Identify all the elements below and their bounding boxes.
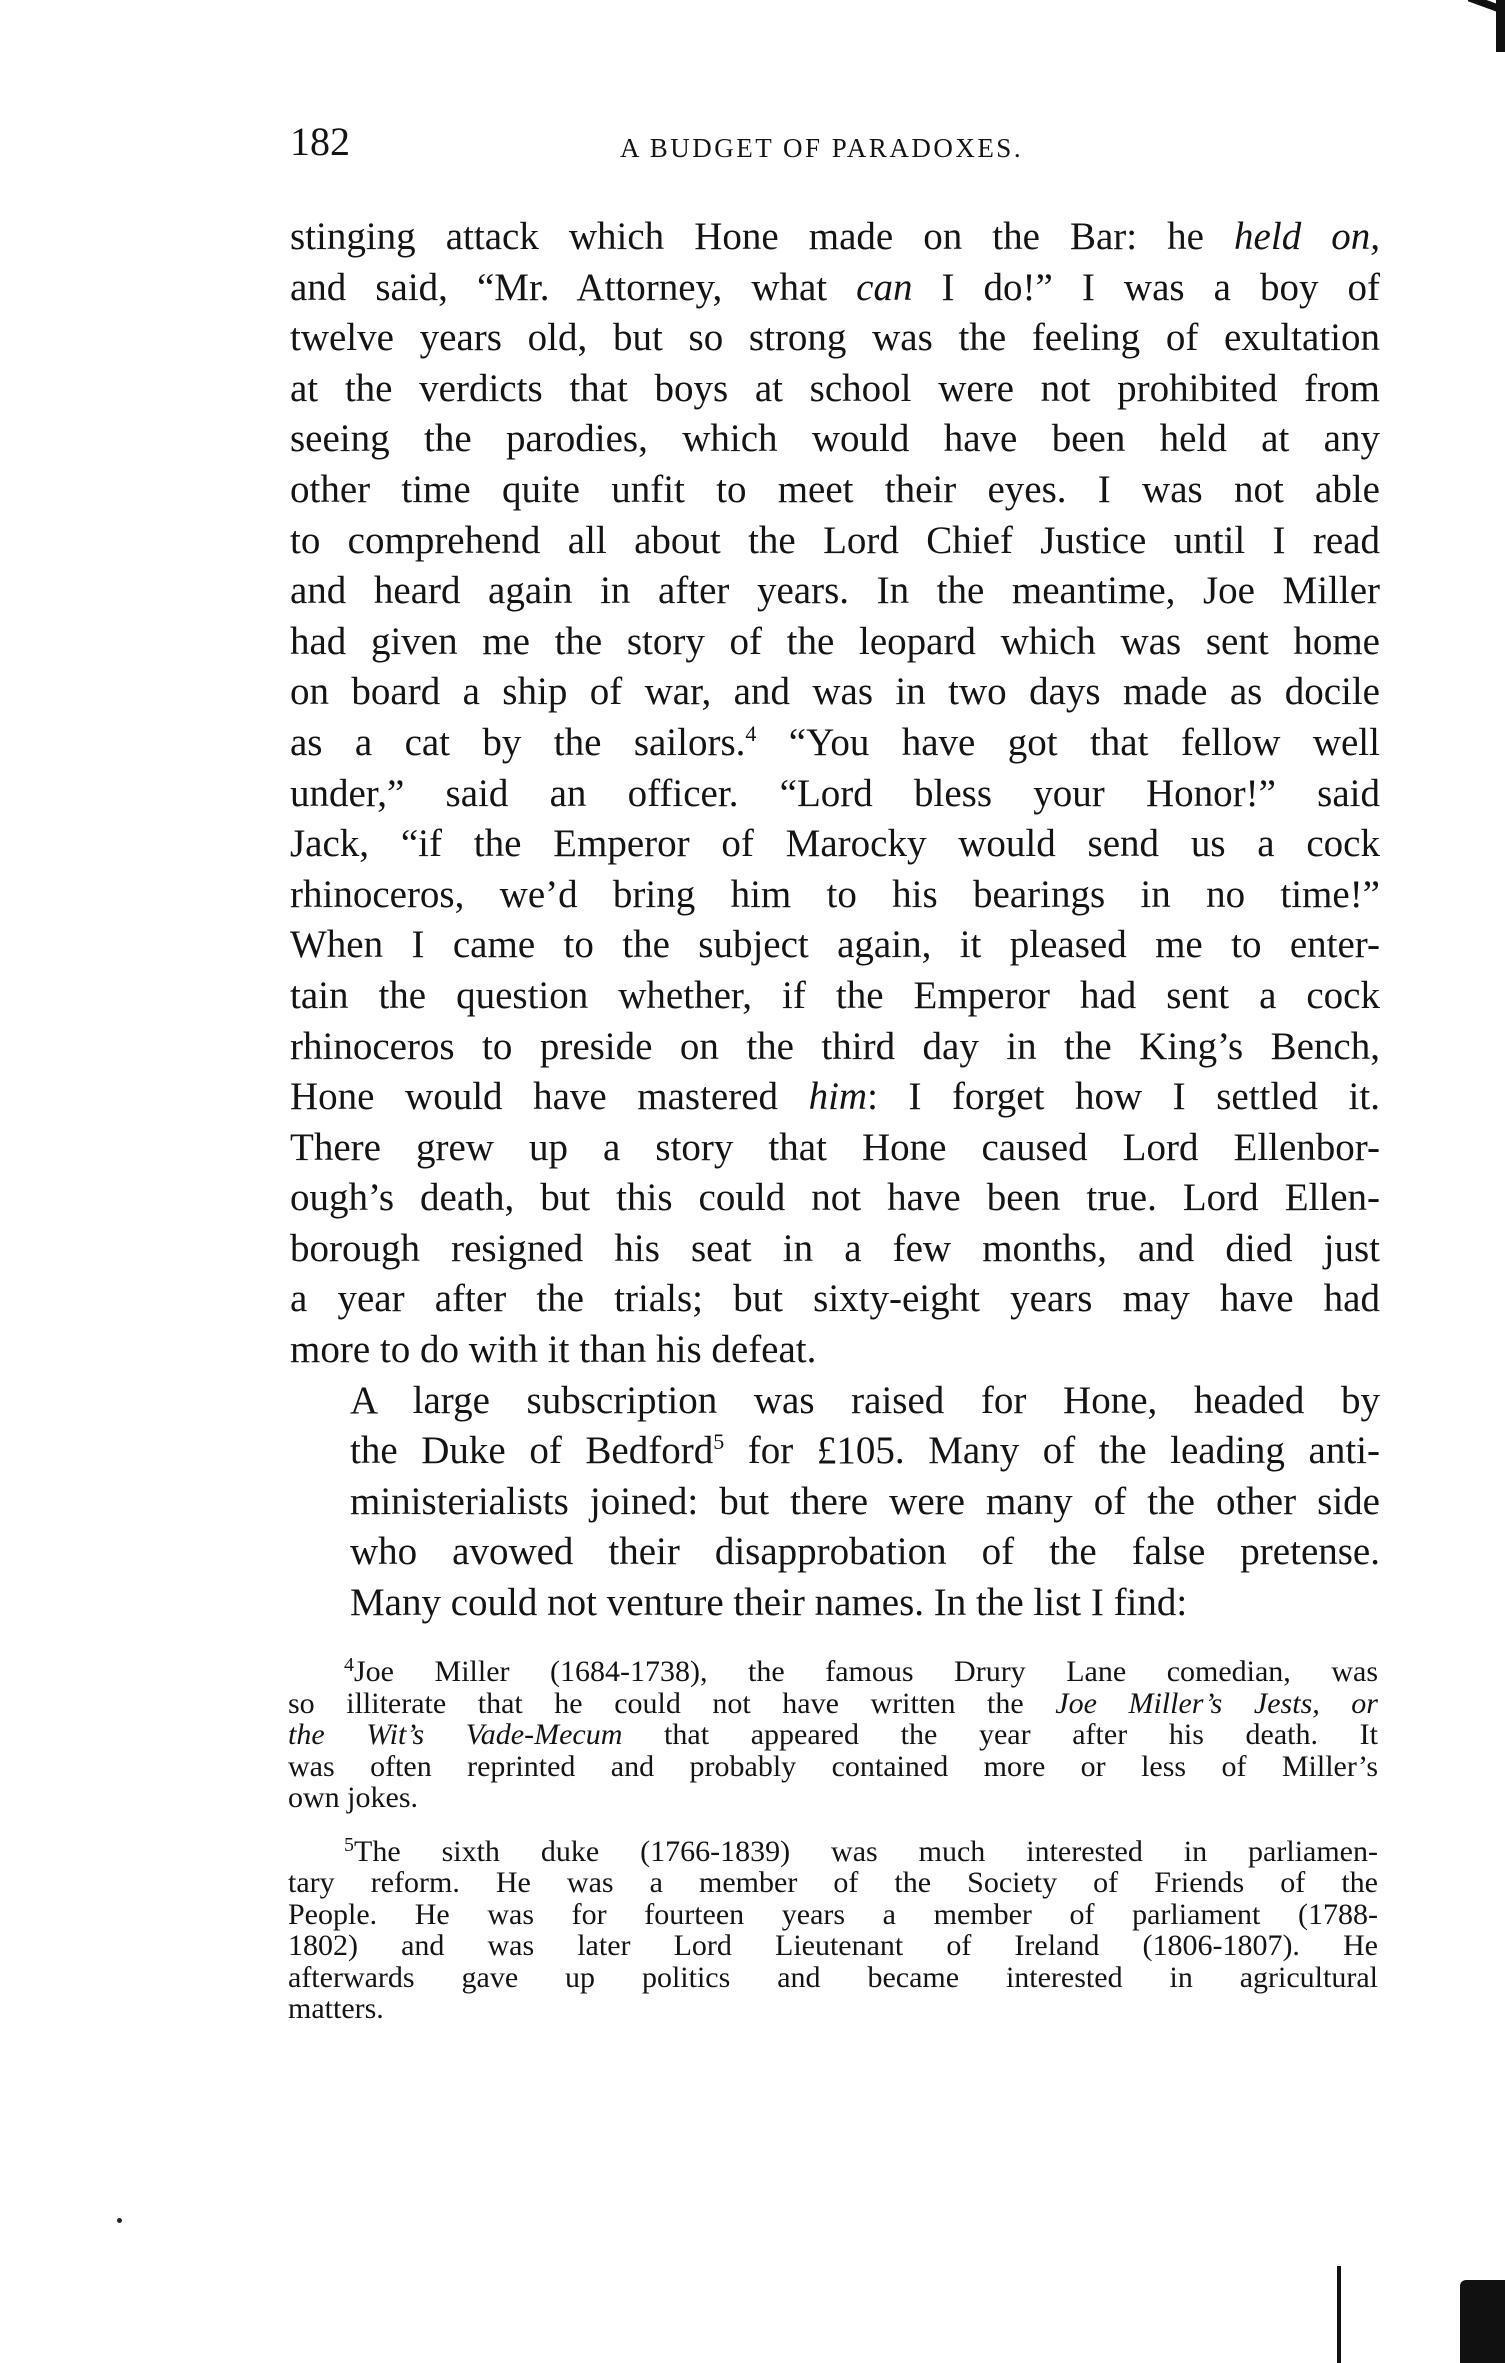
text-line: to comprehend all about the Lord Chief Justice until I read (290, 518, 1380, 562)
footnote-reference[interactable]: 5 (713, 1429, 725, 1455)
text-line: under,” said an officer. “Lord bless your Honor!” said (290, 771, 1380, 815)
text-line: seeing the parodies, which would have been held at any (290, 417, 1380, 461)
text-line: who avowed their disapprobation of the false pretense. (350, 1530, 1380, 1574)
text-line: When I came to the subject again, it pleased me to enter- (290, 923, 1380, 967)
text-line: Many could not venture their names. In the list I find: (350, 1581, 1188, 1625)
italic-text: Joe Miller’s Jests, or (1055, 1686, 1378, 1720)
italic-text: him (808, 1075, 868, 1119)
text-line: and said, “Mr. Attorney, what can I do!” I was a boy of (290, 265, 1380, 309)
text-line: There grew up a story that Hone caused Lord Ellenbor- (290, 1125, 1380, 1169)
text-line: rhinoceros, we’d bring him to his bearings in no time!” (290, 872, 1380, 916)
body-text (290, 212, 1380, 1629)
footnote-line: the Wit’s Vade-Mecum that appeared the year after his death. It (288, 1718, 1378, 1751)
footnote-line: so illiterate that he could not have written the Joe Miller’s Jests, or (288, 1686, 1378, 1720)
text-line: rhinoceros to preside on the third day in the King’s Bench, (290, 1024, 1380, 1068)
text-line: Hone would have mastered him: I forget how I settled it. (290, 1075, 1380, 1119)
footnote-line: 1802) and was later Lord Lieutenant of Ireland (1806-1807). He (288, 1929, 1378, 1962)
footnote-line: was often reprinted and probably contained more or less of Miller’s (288, 1749, 1378, 1783)
paragraph-1 (290, 212, 1380, 1376)
footnote-line: $^5$The sixth duke (1766-1839) was much interested in parliamen- (288, 1836, 1378, 1868)
text-line: and heard again in after years. In the meantime, Joe Miller (290, 569, 1380, 613)
scan-edge-mark-bottom-right (1460, 2280, 1505, 2363)
text-line: ministerialists joined: but there were many of the other side (350, 1479, 1380, 1523)
text-line: the Duke of Bedford$^5$ for £105. Many of the leading anti- (350, 1429, 1380, 1473)
paragraph-2 (290, 1376, 1380, 1629)
page-header (290, 112, 1380, 172)
text-line: a year after the trials; but sixty-eight years may have had (290, 1277, 1380, 1321)
italic-text: held on, (1234, 215, 1380, 258)
text-line: ough’s death, but this could not have been true. Lord Ellen- (290, 1176, 1380, 1220)
text-line: A large subscription was raised for Hone, headed by (350, 1378, 1380, 1422)
page-number: 182 (290, 119, 350, 164)
scan-edge-mark-top-right (1496, 0, 1505, 52)
scan-edge-mark-bottom (1337, 2266, 1341, 2363)
footnote-line: own jokes. (288, 1781, 418, 1814)
text-line: twelve years old, but so strong was the feeling of exultation (290, 316, 1380, 360)
text-line: other time quite unfit to meet their eyes. I was not able (290, 467, 1380, 511)
text-line: as a cat by the sailors.$^4$ “You have got that fellow well (290, 720, 1380, 764)
text-line: on board a ship of war, and was in two days made as docile (290, 670, 1380, 714)
text-line: at the verdicts that boys at school were not prohibited from (290, 366, 1380, 410)
footnote-line: People. He was for fourteen years a member of parliament (1788- (288, 1897, 1378, 1931)
running-head: A BUDGET OF PARADOXES. (620, 133, 1024, 163)
footnotes (288, 1656, 1378, 2047)
scan-speck (117, 2218, 122, 2223)
footnote-line: $^4$Joe Miller (1684-1738), the famous Drury Lane comedian, was (288, 1656, 1378, 1688)
text-line: Jack, “if the Emperor of Marocky would send us a cock (290, 822, 1380, 866)
text-line: more to do with it than his defeat. (290, 1328, 817, 1372)
italic-text: can (856, 265, 913, 309)
footnote-line: afterwards gave up politics and became interested in agricultural (288, 1960, 1378, 1994)
footnote-line: tary reform. He was a member of the Society of Friends of the (288, 1866, 1378, 1899)
text-line: stinging attack which Hone made on the Bar: he held on, (290, 215, 1380, 258)
footnote-4 (288, 1656, 1378, 1814)
footnote-line: matters. (288, 1992, 384, 2025)
text-line: tain the question whether, if the Emperor had sent a cock (290, 973, 1380, 1017)
footnote-marker: 4 (344, 1654, 354, 1676)
footnote-reference[interactable]: 4 (745, 720, 757, 746)
footnote-5 (288, 1833, 1378, 2025)
footnote-marker: 5 (344, 1833, 354, 1856)
text-line: borough resigned his seat in a few months, and died just (290, 1226, 1380, 1270)
text-line: had given me the story of the leopard which was sent home (290, 619, 1380, 663)
italic-text: the Wit’s Vade-Mecum (288, 1718, 623, 1751)
